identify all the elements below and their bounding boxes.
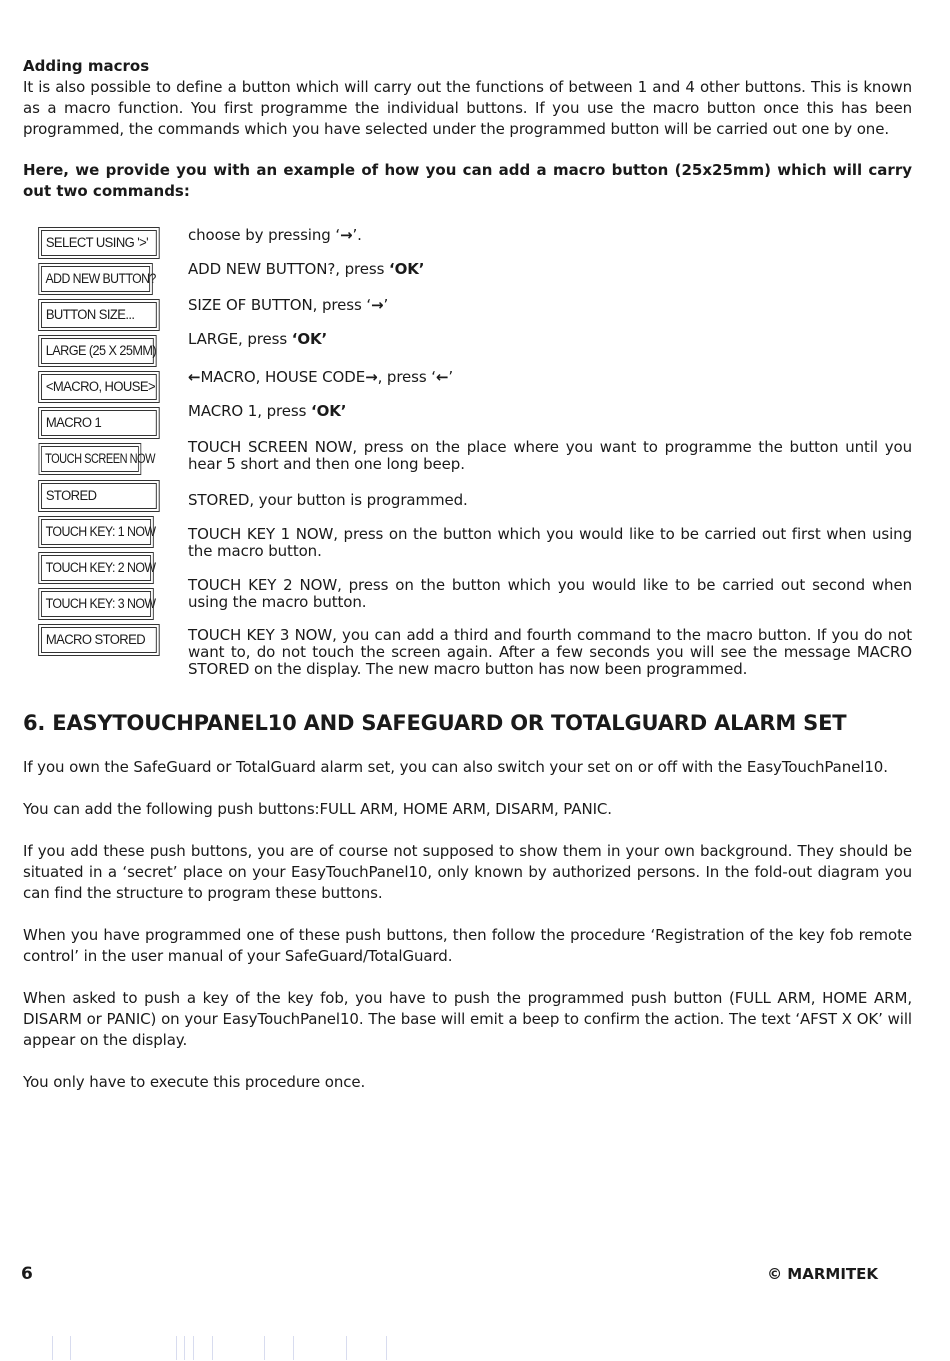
lcd-display: STORED [41,483,157,509]
lcd-display: TOUCH KEY: 2 NOW [41,555,151,581]
lcd-display: LARGE (25 X 25MM) [41,338,154,364]
section-6-paragraph: If you add these push buttons, you are of course not supposed to show them in your own background. They should be situated in a ‘secret’ place on your EasyTouchPanel10, only known by authorized persons. In the fold-out diagram you can find the structure to program these buttons. [23,842,912,902]
section-6 [23,710,912,1093]
step-description: MACRO 1, press ‘OK’ [188,402,347,420]
arrow-right-icon: → [365,368,378,386]
step-description: TOUCH KEY 1 NOW, press on the button which you would like to be carried out first when using the macro button. [188,525,912,560]
step-description: ADD NEW BUTTON?, press ‘OK’ [188,260,425,278]
step-description: TOUCH KEY 2 NOW, press on the button which you would like to be carried out second when using the macro button. [188,576,912,611]
section-6-paragraph: You only have to execute this procedure once. [23,1073,366,1091]
arrow-right-icon: → [371,296,384,314]
step-description: LARGE, press ‘OK’ [188,330,328,348]
lcd-display: TOUCH SCREEN NOW [41,446,139,472]
lcd-display: MACRO 1 [41,410,157,436]
macro-steps [23,216,912,686]
lcd-display: <MACRO, HOUSE> [41,374,157,400]
step-description: TOUCH SCREEN NOW, press on the place where you want to programme the button until you hear 5 short and then one long beep. [188,438,912,473]
copyright: © MARMITEK [767,1265,878,1283]
section-6-paragraph: When you have programmed one of these push buttons, then follow the procedure ‘Registration of the key fob remote control’ in the user manual of your SafeGuard/TotalGuard. [23,926,912,965]
step-description: ←MACRO, HOUSE CODE→, press ‘←’ [188,368,454,386]
section-6-title: 6. EASYTOUCHPANEL10 AND SAFEGUARD OR TOTALGUARD ALARM SET [23,711,847,735]
lcd-display: TOUCH KEY: 1 NOW [41,519,151,545]
lcd-display: MACRO STORED [41,627,157,653]
arrow-right-icon: → [340,226,353,244]
arrow-left-icon: ← [188,368,201,386]
adding-macros-heading: Adding macros [23,57,150,75]
step-description: SIZE OF BUTTON, press ‘→’ [188,296,389,314]
lcd-display: SELECT USING '>' [41,230,157,256]
adding-macros-intro: It is also possible to define a button which will carry out the functions of between 1 and 4 other buttons. This is known as a macro function. You first programme the individual buttons. If you use the macro button once this has been programmed, the commands which you have selected under the programmed button will be carried out one by one. [23,78,912,138]
lcd-display: ADD NEW BUTTON? [41,266,150,292]
arrow-left-icon: ← [435,368,449,386]
section-6-paragraph: If you own the SafeGuard or TotalGuard alarm set, you can also switch your set on or off with the EasyTouchPanel10. [23,758,888,776]
step-description: choose by pressing ‘→’. [188,226,362,244]
page-number: 6 [21,1264,33,1284]
lcd-display: TOUCH KEY: 3 NOW [41,591,151,617]
section-6-paragraph: You can add the following push buttons:FULL ARM, HOME ARM, DISARM, PANIC. [23,800,612,818]
page-content [23,56,912,686]
example-lead: Here, we provide you with an example of how you can add a macro button (25x25mm) which will carry out two commands: [23,161,912,200]
lcd-display: BUTTON SIZE... [41,302,157,328]
section-6-paragraph: When asked to push a key of the key fob, you have to push the programmed push button (FULL ARM, HOME ARM, DISARM or PANIC) on your EasyTouchPanel10. The base will emit a beep to confirm the action. The text ‘AFST X OK’ will appear on the display. [23,989,912,1049]
step-description: TOUCH KEY 3 NOW, you can add a third and fourth command to the macro button. If you do not want to, do not touch the screen again. After a few seconds you will see the message MACRO STORED on the display. The new macro button has now been programmed. [188,626,912,678]
step-description: STORED, your button is programmed. [188,491,468,509]
